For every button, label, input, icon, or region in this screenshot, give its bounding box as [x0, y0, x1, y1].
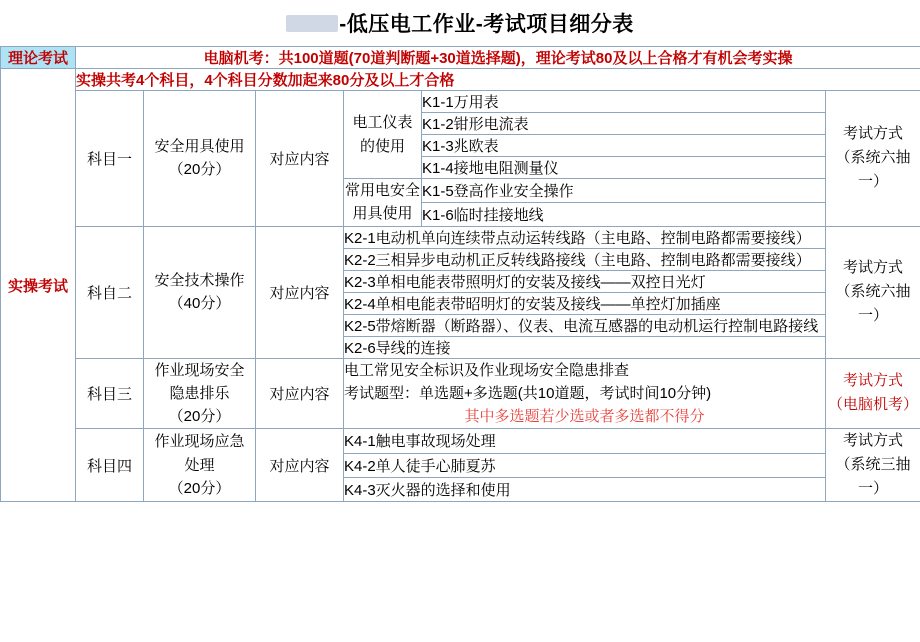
exam-item: K4-1触电事故现场处理: [344, 429, 826, 453]
subject-name-1-line1: 安全用具使用: [154, 138, 245, 155]
exam-item: K2-6导线的连接: [344, 336, 826, 358]
exam-method-1: [826, 91, 920, 227]
group-label-1-2-line2: 用具使用: [352, 205, 413, 223]
subject-3-content: [344, 358, 826, 429]
exam-item: K1-3兆欧表: [422, 135, 826, 157]
subject-name-4-line2: 处理: [184, 456, 215, 474]
table-row-theory: [1, 47, 920, 69]
group-label-1-1-line2: 的使用: [359, 137, 405, 155]
group-label-1-1: [344, 91, 422, 179]
subject-code-1: 科目一: [76, 91, 144, 227]
subject-3-content-line2: 考试题型：单选题+多选题(共10道题，考试时间10分钟): [344, 384, 712, 402]
exam-breakdown-table: [0, 46, 920, 502]
subject-name-1: [144, 91, 256, 227]
group-label-1-2: [344, 179, 422, 227]
group-label-1-2-line1: 常用电安全: [344, 182, 420, 199]
exam-method-2-line1: 考试方式: [843, 259, 904, 276]
table-row: [1, 226, 920, 248]
exam-method-4: [826, 429, 920, 502]
subject-corresponding-4: 对应内容: [256, 429, 344, 502]
exam-method-2-line2: （系统六抽一）: [835, 283, 911, 324]
table-row: [1, 91, 920, 113]
group-label-1-1-line1: 电工仪表: [352, 114, 413, 132]
exam-item: K2-4单相电能表带昭明灯的安装及接线——单控灯加插座: [344, 292, 826, 314]
subject-corresponding-1: 对应内容: [256, 91, 344, 227]
exam-item: K4-3灭火器的选择和使用: [344, 477, 826, 501]
subject-name-2-line1: 安全技术操作: [154, 271, 245, 289]
exam-item: K1-6临时挂接地线: [422, 202, 826, 226]
exam-item: K2-5带熔断器（断路器）、仪表、电流互感器的电动机运行控制电路接线: [344, 314, 826, 336]
subject-name-4-line3: （20分）: [168, 479, 231, 497]
practice-label: 实操考试: [1, 69, 76, 502]
theory-content: 电脑机考：共100道题(70道判断题+30道选择题)，理论考试80及以上合格才有机会考实操: [76, 47, 920, 69]
exam-item: K1-1万用表: [422, 91, 826, 113]
subject-name-1-line2: （20分）: [168, 161, 231, 179]
subject-code-3: 科目三: [76, 358, 144, 429]
exam-method-3: [826, 358, 920, 429]
exam-item: K1-4接地电阻测量仪: [422, 157, 826, 179]
exam-item: K2-3单相电能表带照明灯的安装及接线——双控日光灯: [344, 270, 826, 292]
exam-item: K1-2钳形电流表: [422, 113, 826, 135]
subject-name-4: [144, 429, 256, 502]
practice-note: 实操共考4个科目，4个科目分数加起来80分及以上才合格: [76, 69, 920, 91]
exam-item: K4-2单人徒手心肺夏苏: [344, 453, 826, 477]
subject-name-3-line2: 隐患排乐: [169, 384, 230, 402]
exam-method-1-line2: （系统六抽一）: [835, 149, 911, 191]
subject-name-3-line3: （20分）: [168, 408, 231, 425]
exam-item: K2-1电动机单向连续带点动运转线路（主电路、控制电路都需要接线）: [344, 226, 826, 248]
exam-method-1-line1: 考试方式: [843, 125, 904, 143]
exam-item: K1-5登高作业安全操作: [422, 179, 826, 203]
subject-code-4: 科目四: [76, 429, 144, 502]
subject-code-2: 科自二: [76, 226, 144, 358]
subject-corresponding-3: 对应内容: [256, 358, 344, 429]
subject-name-2-line2: （40分）: [168, 295, 231, 312]
subject-3-content-line1: 电工常见安全标识及作业现场安全隐患排查: [344, 361, 630, 379]
table-row: [1, 429, 920, 453]
subject-name-3: [144, 358, 256, 429]
subject-name-4-line1: 作业现场应急: [154, 433, 245, 451]
table-row: [1, 358, 920, 429]
subject-3-content-line3: 其中多选题若少选或者多选都不得分: [464, 408, 705, 425]
exam-method-3-line1: 考试方式: [843, 372, 904, 390]
exam-method-2: [826, 226, 920, 358]
exam-method-4-line2: （系统三抽一）: [835, 456, 911, 498]
subject-name-2: [144, 226, 256, 358]
exam-method-4-line1: 考试方式: [843, 432, 904, 450]
page-title: [0, 0, 920, 46]
subject-name-3-line1: 作业现场安全: [154, 361, 245, 379]
exam-method-3-line2: （电脑机考）: [828, 396, 919, 414]
redacted-block: [286, 15, 338, 32]
table-row-note: [1, 69, 920, 91]
subject-corresponding-2: 对应内容: [256, 226, 344, 358]
exam-item: K2-2三相异步电动机正反转线路接线（主电路、控制电路都需要接线）: [344, 248, 826, 270]
page-title-text: -低压电工作业-考试项目细分表: [339, 13, 634, 36]
theory-label: 理论考试: [1, 47, 76, 69]
